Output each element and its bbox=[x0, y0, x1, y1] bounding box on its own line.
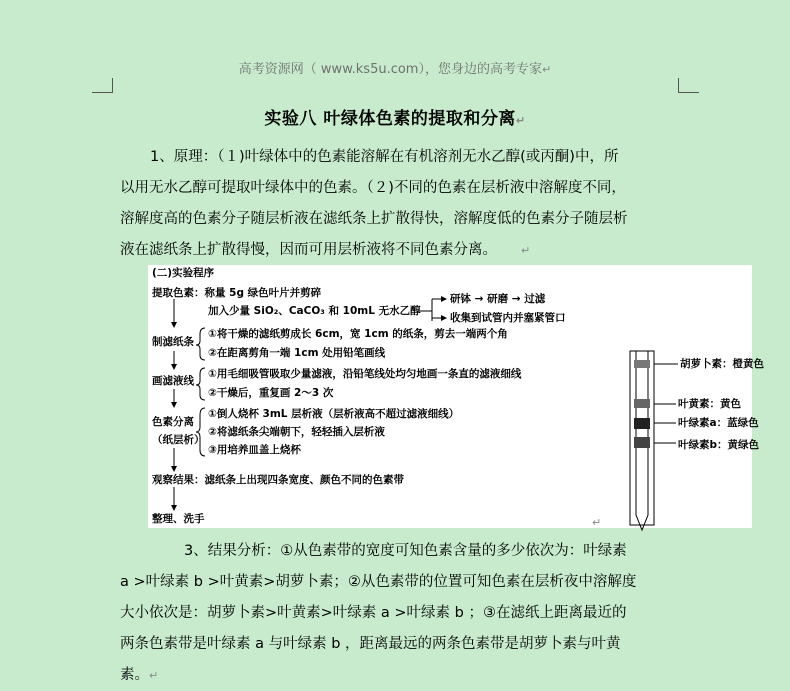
step-separate-item: ①倒人烧杯 3mL 层析液（层析液高不超过滤液细线） bbox=[208, 408, 460, 420]
procedure-diagram bbox=[148, 265, 764, 528]
paragraph-mark-icon: ↵ bbox=[515, 114, 526, 127]
step-separate-sublabel: （纸层析） bbox=[152, 434, 205, 446]
band-label-chlorophyll-b: 叶绿素b：黄绿色 bbox=[678, 439, 760, 451]
step-strip-item: ①将干燥的滤纸剪成长 6cm，宽 1cm 的纸条，剪去一端两个角 bbox=[208, 328, 508, 340]
paragraph-mark-icon: ↵ bbox=[521, 244, 531, 257]
paragraph-mark-icon: ↵ bbox=[149, 669, 159, 682]
step-line-label: 画滤液线 bbox=[152, 375, 194, 387]
step-strip-label: 制滤纸条 bbox=[152, 336, 194, 348]
procedure-heading: (二)实验程序 bbox=[152, 267, 215, 279]
principle-line: 1、原理：（１)叶绿体中的色素能溶解在有机溶剂无水乙醇(或丙酮)中，所 bbox=[150, 149, 619, 165]
step-separate-label: 色素分离 bbox=[152, 416, 194, 428]
step-extract-label: 提取色素：称量 5g 绿色叶片并剪碎 bbox=[152, 287, 322, 299]
analysis-line: 素。↵ bbox=[120, 667, 159, 683]
band-chlorophyll-a bbox=[634, 418, 650, 429]
band-label-xanthophyll: 叶黄素：黄色 bbox=[678, 398, 741, 410]
principle-line: 溶解度高的色素分子随层析液在滤纸条上扩散得快，溶解度低的色素分子随层析 bbox=[120, 211, 628, 227]
step-line-item: ②干燥后，重复画 2～3 次 bbox=[208, 387, 334, 399]
analysis-line: 两条色素带是叶绿素 a 与叶绿素 b ，距离最远的两条色素带是胡萝卜素与叶黄 bbox=[120, 636, 621, 652]
step-separate-item: ③用培养皿盖上烧杯 bbox=[208, 444, 301, 456]
page-header bbox=[0, 58, 790, 77]
analysis-paragraph bbox=[120, 536, 680, 691]
band-label-carotene: 胡萝卜素：橙黄色 bbox=[680, 358, 764, 370]
step-extract-add: 加入少量 SiO₂、CaCO₃ 和 10mL 无水乙醇 bbox=[208, 305, 421, 317]
band-xanthophyll bbox=[634, 399, 650, 408]
procedure-figure bbox=[148, 265, 764, 528]
document-title bbox=[0, 104, 790, 129]
step-separate-item: ②将滤纸条尖端朝下，轻轻插入层析液 bbox=[208, 426, 385, 438]
principle-line: 以用无水乙醇可提取叶绿体中的色素。（２)不同的色素在层析液中溶解度不同， bbox=[120, 180, 626, 196]
principle-line: 液在滤纸条上扩散得慢，因而可用层析液将不同色素分离。 ↵ bbox=[120, 242, 531, 258]
step-cleanup: 整理、洗手 bbox=[152, 513, 205, 525]
header-text: 高考资源网（ www.ks5u.com），您身边的高考专家 bbox=[238, 62, 542, 77]
step-observe: 观察结果：滤纸条上出现四条宽度、颜色不同的色素带 bbox=[152, 474, 404, 486]
step-line-item: ①用毛细吸管吸取少量滤液，沿铅笔线处均匀地画一条直的滤液细线 bbox=[208, 368, 522, 380]
analysis-line: a >叶绿素 b >叶黄素>胡萝卜素；②从色素带的位置可知色素在层析夜中溶解度 bbox=[120, 574, 637, 590]
analysis-line: 3、结果分析：①从色素带的宽度可知色素含量的多少依次为：叶绿素 bbox=[184, 543, 627, 559]
band-label-chlorophyll-a: 叶绿素a：蓝绿色 bbox=[678, 417, 759, 429]
band-carotene bbox=[634, 360, 650, 368]
principle-paragraph bbox=[120, 142, 680, 266]
crop-mark-top-left bbox=[92, 78, 113, 93]
paragraph-mark-icon: ↵ bbox=[541, 63, 552, 76]
step-strip-item: ②在距离剪角一端 1cm 处用铅笔画线 bbox=[208, 347, 386, 359]
title-text: 实验八 叶绿体色素的提取和分离 bbox=[264, 109, 516, 129]
crop-mark-top-right bbox=[678, 78, 699, 93]
paragraph-mark-icon: ↵ bbox=[592, 516, 602, 529]
analysis-line: 大小依次是：胡萝卜素>叶黄素>叶绿素 a >叶绿素 b ；③在滤纸上距离最近的 bbox=[120, 605, 627, 621]
step-extract-grind: 研钵 → 研磨 → 过滤 bbox=[450, 293, 546, 305]
step-extract-collect: 收集到试管内并塞紧管口 bbox=[450, 312, 566, 324]
band-chlorophyll-b bbox=[634, 437, 650, 448]
